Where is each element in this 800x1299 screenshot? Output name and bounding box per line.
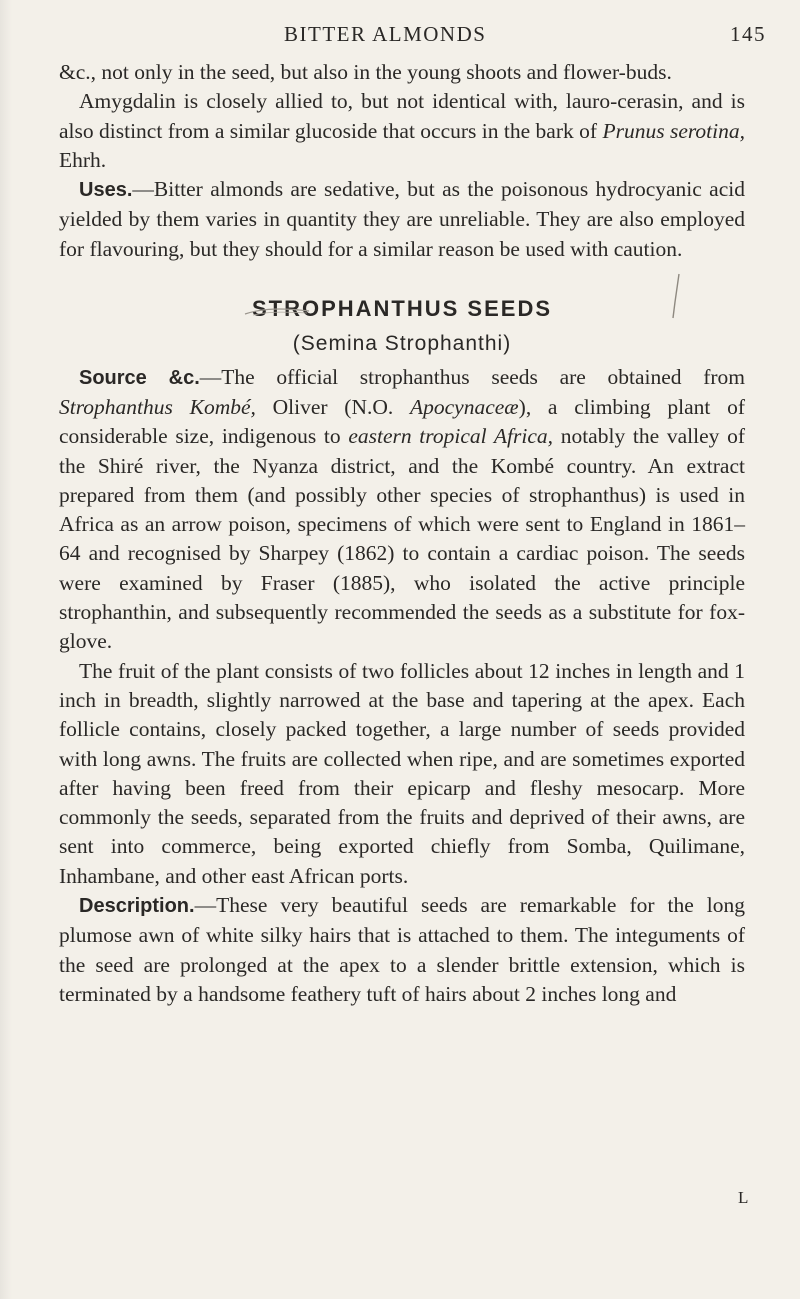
uses-run-in-heading: Uses. (79, 179, 133, 202)
species-name-prunus: Prunus serotina, (602, 118, 746, 143)
paragraph-source (59, 363, 745, 657)
source-text-4: notably the valley of the Shiré river, the Nyanza district, and the Kombé country. An extract prepared from them (and possibly other species of strophanthus) is used in Africa as an arrow poison, specimens of which were sent to England in 1861–64 and recognised by Sharpey (1862) to contain a cardiac poison. The seeds were examined by Fraser (1885), who isolated the active principle strophanthin, and subsequently recommended the seeds as a substitute for fox-glove. (59, 424, 745, 654)
family-name-apocynaceae: Apocynaceæ (410, 394, 519, 419)
paragraph-description (59, 891, 745, 1009)
paragraph-fruit: The fruit of the plant consists of two follicles about 12 inches in length and 1 inch in breadth, slightly narrowed at the base and tapering at the apex. Each follicle contains, closely packed together, a large number of seeds provided with long awns. The fruits are collected when ripe, and are sometimes exported after having been freed from their epicarp and fleshy mesocarp. More commonly the seeds, separated from the fruits and deprived of their awns, are sent into commerce, being exported chiefly from Somba, Quilimane, Inhambane, and other east African ports. (59, 658, 745, 888)
source-text-2: Oliver (N.O. (255, 394, 410, 419)
amygdalin-text: Amygdalin is closely allied to, but not identical with, lauro-cerasin, and is also distinct from a similar glucoside that occurs in the bark of (59, 89, 745, 143)
section-subheading: (Semina Strophanthi) (292, 332, 512, 356)
paragraph-amygdalin (59, 87, 745, 175)
description-run-in-heading: Description. (79, 895, 195, 918)
paragraph-continuation: &c., not only in the seed, but also in the young shoots and flower-buds. (59, 60, 672, 84)
source-text-1: —The official strophanthus seeds are obtained from (199, 364, 746, 389)
section-heading-text: STROPHANTHUS SEEDS (251, 296, 553, 322)
species-name-strophanthus: Strophanthus Kombé, (59, 394, 256, 419)
source-run-in-heading: Source &c. (79, 366, 200, 389)
uses-text: —Bitter almonds are sedative, but as the poisonous hydrocyanic acid yielded by them varies in quantity they are unreliable. They are also employed for flavouring, but they should for a similar reason be used with caution. (59, 177, 745, 261)
description-text: —These very beautiful seeds are remarkable for the long plumose awn of white silky hairs that is attached to them. The integuments of the seed are prolonged at the apex to a slender brittle extension, which is terminated by a handsome feathery tuft of hairs about 2 inches long and (59, 893, 745, 1006)
page-body (59, 58, 745, 1009)
pencil-mark-left (243, 306, 311, 316)
source-text-3: ), a climbing plant of considerable size, indigenous to (59, 394, 745, 449)
region-name: eastern tropical Africa, (348, 424, 554, 449)
pencil-mark-right (669, 272, 683, 322)
running-title: BITTER ALMONDS (284, 22, 487, 46)
page-gutter-shadow (0, 0, 12, 1299)
page-number: 145 (730, 22, 766, 46)
signature-mark: L (738, 1188, 749, 1207)
paragraph-uses (59, 175, 745, 264)
section-heading (59, 294, 745, 323)
running-head (0, 14, 800, 46)
amygdalin-text-end: Ehrh. (59, 147, 107, 172)
